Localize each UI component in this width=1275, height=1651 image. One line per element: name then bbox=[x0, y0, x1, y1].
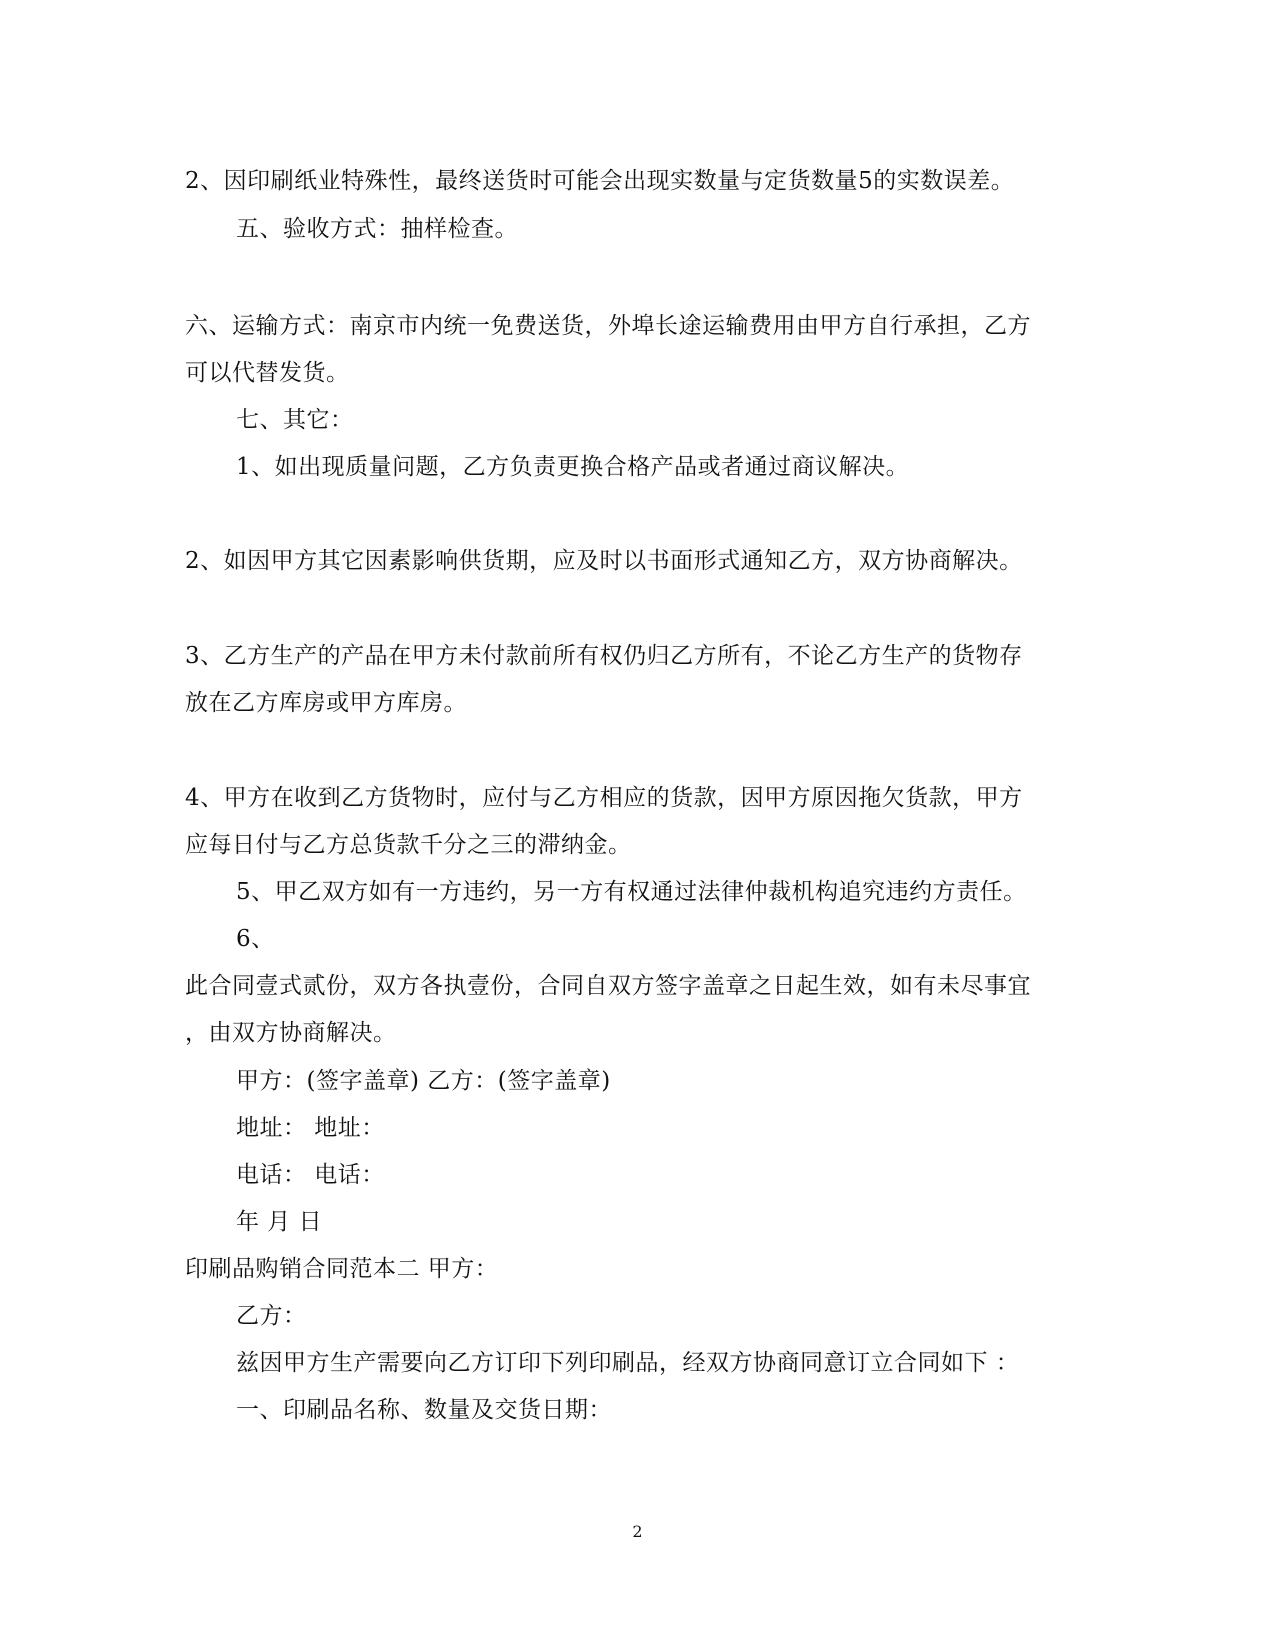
text-line: 兹因甲方生产需要向乙方订印下列印刷品，经双方协商同意订立合同如下 ： bbox=[236, 1350, 1020, 1376]
section-heading-items: 一、印刷品名称、数量及交货日期： bbox=[236, 1397, 612, 1423]
date-line: 年 月 日 bbox=[236, 1209, 323, 1235]
text-line: 此合同壹式贰份，双方各执壹份，合同自双方签字盖章之日起生效，如有未尽事宜 bbox=[185, 973, 1031, 999]
text-line: ，由双方协商解决。 bbox=[185, 1020, 397, 1046]
text-line: 1、如出现质量问题，乙方负责更换合格产品或者通过商议解决。 bbox=[236, 454, 910, 480]
text-line: 放在乙方库房或甲方库房。 bbox=[185, 690, 467, 716]
text-line: 2、如因甲方其它因素影响供货期，应及时以书面形式通知乙方，双方协商解决。 bbox=[185, 548, 1023, 574]
text-line: 2、因印刷纸业特殊性，最终送货时可能会出现实数量与定货数量5的实数误差。 bbox=[185, 168, 1015, 194]
section-heading-transport: 六、运输方式：南京市内统一免费送货，外埠长途运输费用由甲方自行承担，乙方 bbox=[185, 313, 1031, 339]
contract-title-line: 印刷品购销合同范本二 甲方： bbox=[185, 1256, 499, 1282]
section-heading-acceptance: 五、验收方式：抽样检查。 bbox=[236, 216, 518, 242]
text-line: 6、 bbox=[236, 926, 275, 952]
text-line: 4、甲方在收到乙方货物时，应付与乙方相应的货款，因甲方原因拖欠货款，甲方 bbox=[185, 785, 1023, 811]
signature-line: 甲方：(签字盖章) 乙方：(签字盖章) bbox=[236, 1068, 611, 1094]
text-line: 可以代替发货。 bbox=[185, 360, 350, 386]
section-heading-other: 七、其它： bbox=[236, 407, 354, 433]
page-number: 2 bbox=[632, 1522, 643, 1541]
phone-line: 电话： 电话： bbox=[236, 1162, 385, 1188]
text-line: 5、甲乙双方如有一方违约，另一方有权通过法律仲裁机构追究违约方责任。 bbox=[236, 879, 1027, 905]
party-b-line: 乙方： bbox=[236, 1303, 307, 1329]
text-line: 应每日付与乙方总货款千分之三的滞纳金。 bbox=[185, 832, 632, 858]
text-line: 3、乙方生产的产品在甲方未付款前所有权仍归乙方所有，不论乙方生产的货物存 bbox=[185, 643, 1023, 669]
address-line: 地址： 地址： bbox=[236, 1115, 385, 1141]
